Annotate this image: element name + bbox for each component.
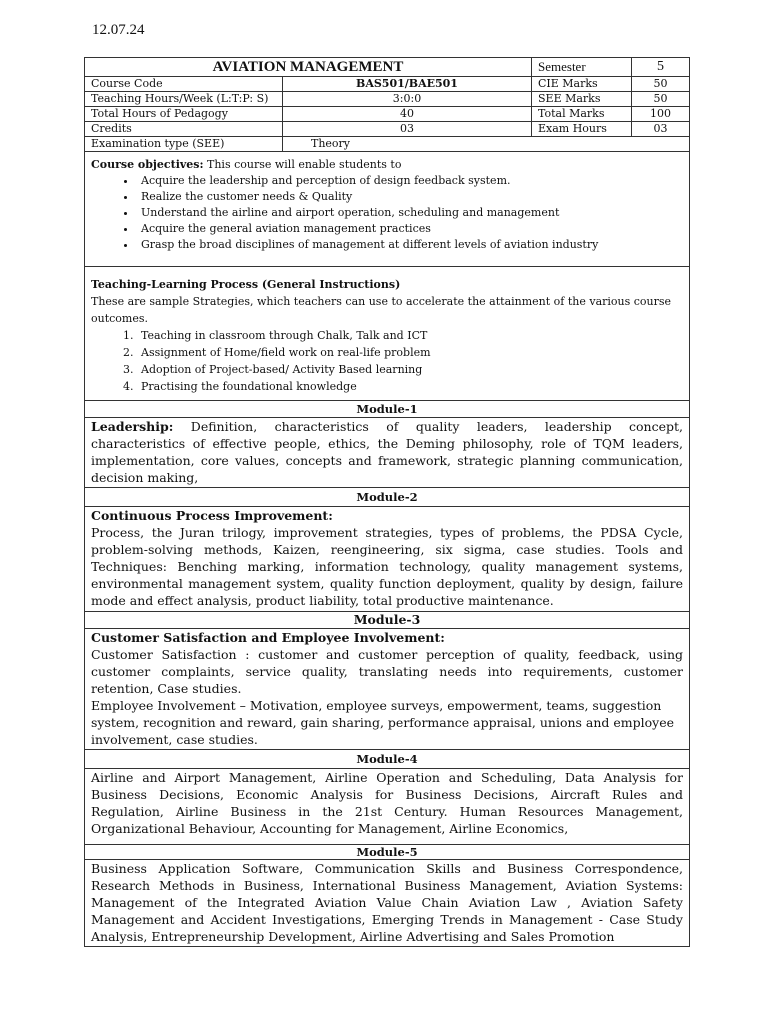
info-label: Course Code [85, 77, 283, 92]
info-right-value: 100 [632, 107, 690, 122]
list-item: • Acquire the general aviation management practices [137, 221, 683, 237]
module-content [85, 629, 690, 750]
info-right-label: Exam Hours [532, 122, 632, 137]
teaching-row [85, 267, 690, 401]
module-text: Business Application Software, Communication Skills and Business Correspondence, Research Methods in Business, International Business Management, Aviation Systems: Management of the Integrated Aviation Value Chain Aviation Law , Aviation Safety Management and Accident Investigations, Emerging Trends in Management - Case Study Analysis, Entrepreneurship Development, Airline Advertising and Sales Promotion [91, 861, 683, 944]
module-content [85, 507, 690, 612]
module-header-row [85, 401, 690, 418]
exam-type-row [85, 137, 690, 152]
info-label: Credits [85, 122, 283, 137]
info-value: 3:0:0 [283, 92, 532, 107]
module-header-row [85, 612, 690, 629]
info-row [85, 122, 690, 137]
info-row [85, 107, 690, 122]
list-item: 4. Practising the foundational knowledge [137, 378, 683, 395]
info-row [85, 92, 690, 107]
module-body-row [85, 629, 690, 750]
info-value: 03 [283, 122, 532, 137]
info-right-value: 03 [632, 122, 690, 137]
module-title: Continuous Process Improvement: [91, 508, 333, 523]
module-label: Module-3 [85, 612, 690, 629]
module-text: Definition, characteristics of quality leaders, leadership concept, characteristics of effective people, ethics, the Deming philosophy, role of TQM leaders, implementation, core values, concepts and framework, strategic planning communication, decision making, [91, 419, 683, 485]
module-header-row [85, 845, 690, 860]
teaching-intro: These are sample Strategies, which teachers can use to accelerate the attainment of the various course outcomes. [91, 295, 672, 325]
list-item: • Acquire the leadership and perception of design feedback system. [137, 173, 683, 189]
document-date: 12.07.24 [92, 22, 145, 38]
module-title: Customer Satisfaction and Employee Involvement: [91, 630, 445, 645]
module-content [85, 860, 690, 947]
info-value: 40 [283, 107, 532, 122]
title-row [85, 58, 690, 77]
module-content [85, 418, 690, 488]
info-right-label: CIE Marks [532, 77, 632, 92]
module-body-row [85, 418, 690, 488]
list-item: 2. Assignment of Home/field work on real-life problem [137, 344, 683, 361]
module-label: Module-1 [85, 401, 690, 418]
teaching-heading: Teaching-Learning Process (General Instructions) [91, 278, 401, 291]
exam-type-value: Theory [283, 137, 690, 152]
module-body-row [85, 507, 690, 612]
module-header-row [85, 488, 690, 507]
info-label: Total Hours of Pedagogy [85, 107, 283, 122]
course-title: AVIATION MANAGEMENT [85, 58, 532, 77]
info-right-value: 50 [632, 92, 690, 107]
module-header-row [85, 750, 690, 769]
module-content [85, 769, 690, 845]
objectives-list [91, 173, 683, 253]
list-item: 3. Adoption of Project-based/ Activity Based learning [137, 361, 683, 378]
module-text: Airline and Airport Management, Airline Operation and Scheduling, Data Analysis for Business Decisions, Economic Analysis for Business Decisions, Aircraft Rules and Regulation, Airline Business in the 21st Century. Human Resources Management, Organizational Behaviour, Accounting for Management, Airline Economics, [91, 770, 683, 836]
module-text-2: Employee Involvement – Motivation, employee surveys, empowerment, teams, suggestion system, recognition and reward, gain sharing, performance appraisal, unions and employee involvement, case studies. [91, 698, 675, 747]
module-label: Module-4 [85, 750, 690, 769]
info-row [85, 77, 690, 92]
list-item: • Realize the customer needs & Quality [137, 189, 683, 205]
info-right-value: 50 [632, 77, 690, 92]
info-value: BAS501/BAE501 [283, 77, 532, 92]
module-text: Customer Satisfaction : customer and customer perception of quality, feedback, using customer complaints, service quality, translating needs into requirements, customer retention, Case studies. [91, 647, 683, 696]
info-right-label: SEE Marks [532, 92, 632, 107]
teaching-learning-process [85, 267, 690, 401]
syllabus-table [84, 57, 690, 947]
teaching-list [91, 327, 683, 395]
info-label: Teaching Hours/Week (L:T:P: S) [85, 92, 283, 107]
objectives-intro: This course will enable students to [203, 158, 402, 171]
info-right-label: Total Marks [532, 107, 632, 122]
semester-value: 5 [632, 58, 690, 77]
module-label: Module-5 [85, 845, 690, 860]
exam-type-label: Examination type (SEE) [85, 137, 283, 152]
course-objectives [85, 152, 690, 267]
list-item: • Grasp the broad disciplines of management at different levels of aviation industry [137, 237, 683, 253]
module-body-row [85, 860, 690, 947]
semester-label: Semester [532, 58, 632, 77]
list-item: • Understand the airline and airport operation, scheduling and management [137, 205, 683, 221]
module-label: Module-2 [85, 488, 690, 507]
module-title: Leadership: [91, 419, 174, 434]
objectives-heading: Course objectives: [91, 158, 204, 171]
list-item: 1. Teaching in classroom through Chalk, Talk and ICT [137, 327, 683, 344]
objectives-row [85, 152, 690, 267]
module-body-row [85, 769, 690, 845]
module-text: Process, the Juran trilogy, improvement strategies, types of problems, the PDSA Cycle, problem-solving methods, Kaizen, reengineering, six sigma, case studies. Tools and Techniques: Benching marking, information technology, quality management systems, environmental management system, quality function deployment, quality by design, failure mode and effect analysis, product liability, total productive maintenance. [91, 525, 683, 608]
